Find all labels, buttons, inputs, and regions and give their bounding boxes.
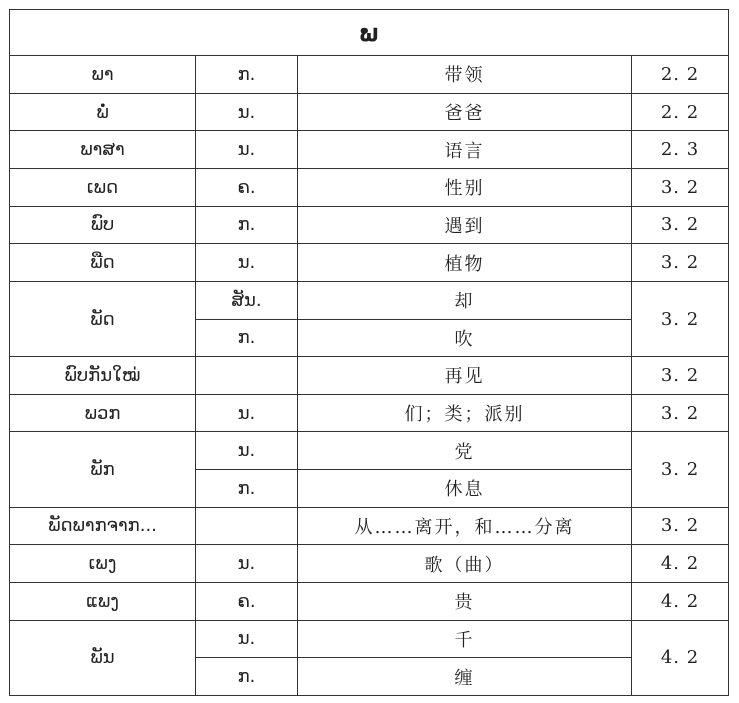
table-row	[10, 545, 729, 583]
part-of-speech: ນ.	[196, 394, 298, 432]
chinese-meaning: 带领	[298, 56, 632, 94]
chinese-meaning: 们；类；派别	[298, 394, 632, 432]
chinese-meaning: 休息	[298, 470, 632, 508]
part-of-speech: ນ.	[196, 244, 298, 282]
table-row	[10, 93, 729, 131]
table-row	[10, 56, 729, 94]
table-row	[10, 432, 729, 470]
part-of-speech: ສັນ.	[196, 281, 298, 319]
table-row	[10, 357, 729, 395]
chinese-meaning: 从……离开，和……分离	[298, 507, 632, 545]
part-of-speech	[196, 507, 298, 545]
lao-word: ພາສາ	[10, 131, 196, 169]
table-row	[10, 507, 729, 545]
lesson-number: 4. 2	[632, 620, 729, 695]
lesson-number: 3. 2	[632, 394, 729, 432]
part-of-speech: ກ.	[196, 658, 298, 696]
lao-word: ພວກ	[10, 394, 196, 432]
vocabulary-table	[9, 9, 729, 696]
lao-word: ພົບ	[10, 206, 196, 244]
table-row	[10, 582, 729, 620]
lao-word: ແພງ	[10, 582, 196, 620]
table-header-row	[10, 10, 729, 56]
section-letter: ພ	[10, 10, 729, 56]
chinese-meaning: 贵	[298, 582, 632, 620]
part-of-speech: ນ.	[196, 432, 298, 470]
lao-word: ພັກ	[10, 432, 196, 507]
chinese-meaning: 吹	[298, 319, 632, 357]
table-row	[10, 206, 729, 244]
lesson-number: 2. 2	[632, 93, 729, 131]
chinese-meaning: 语言	[298, 131, 632, 169]
lesson-number: 2. 2	[632, 56, 729, 94]
table-row	[10, 169, 729, 207]
part-of-speech: ນ.	[196, 93, 298, 131]
lesson-number: 3. 2	[632, 244, 729, 282]
part-of-speech: ນ.	[196, 620, 298, 658]
part-of-speech: ຄ.	[196, 169, 298, 207]
lesson-number: 3. 2	[632, 507, 729, 545]
lao-word: ພັດພາກຈາກ...	[10, 507, 196, 545]
chinese-meaning: 遇到	[298, 206, 632, 244]
part-of-speech	[196, 357, 298, 395]
lesson-number: 4. 2	[632, 582, 729, 620]
part-of-speech: ກ.	[196, 470, 298, 508]
chinese-meaning: 爸爸	[298, 93, 632, 131]
chinese-meaning: 歌（曲）	[298, 545, 632, 583]
lao-word: ພໍ່	[10, 93, 196, 131]
part-of-speech: ກ.	[196, 319, 298, 357]
chinese-meaning: 性别	[298, 169, 632, 207]
lesson-number: 3. 2	[632, 432, 729, 507]
table-row	[10, 394, 729, 432]
lesson-number: 3. 2	[632, 206, 729, 244]
lesson-number: 3. 2	[632, 281, 729, 356]
lao-word: ພືດ	[10, 244, 196, 282]
chinese-meaning: 植物	[298, 244, 632, 282]
table-row	[10, 131, 729, 169]
chinese-meaning: 再见	[298, 357, 632, 395]
lao-word: ພັດ	[10, 281, 196, 356]
lao-word: ພັນ	[10, 620, 196, 695]
part-of-speech: ກ.	[196, 206, 298, 244]
chinese-meaning: 却	[298, 281, 632, 319]
part-of-speech: ນ.	[196, 131, 298, 169]
lao-word: ເພງ	[10, 545, 196, 583]
lesson-number: 3. 2	[632, 357, 729, 395]
lao-word: ພົບກັນໃໝ່	[10, 357, 196, 395]
part-of-speech: ນ.	[196, 545, 298, 583]
part-of-speech: ກ.	[196, 56, 298, 94]
chinese-meaning: 缠	[298, 658, 632, 696]
chinese-meaning: 千	[298, 620, 632, 658]
lao-word: ພາ	[10, 56, 196, 94]
table-row	[10, 281, 729, 319]
table-row	[10, 620, 729, 658]
lesson-number: 4. 2	[632, 545, 729, 583]
lao-word: ເພດ	[10, 169, 196, 207]
part-of-speech: ຄ.	[196, 582, 298, 620]
lesson-number: 3. 2	[632, 169, 729, 207]
lesson-number: 2. 3	[632, 131, 729, 169]
chinese-meaning: 党	[298, 432, 632, 470]
table-row	[10, 244, 729, 282]
